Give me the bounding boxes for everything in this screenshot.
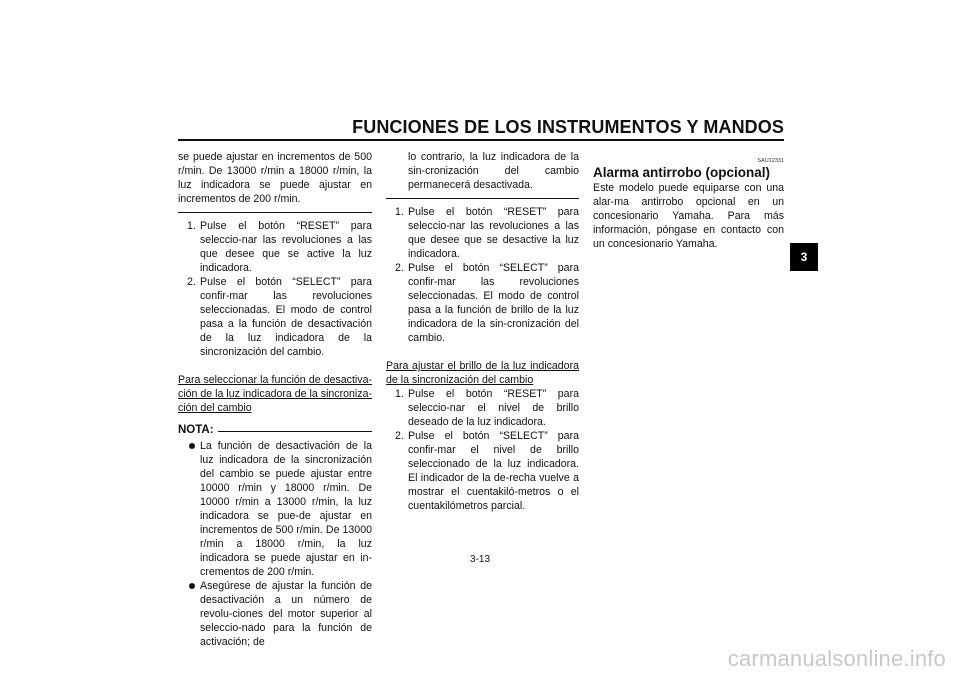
step-number: 2.: [395, 262, 404, 274]
list-item: [386, 205, 579, 261]
page-header-title: FUNCIONES DE LOS INSTRUMENTOS Y MANDOS: [352, 117, 784, 137]
divider-rule: [178, 212, 372, 213]
section-code: SAU12331: [757, 158, 784, 164]
step-text: Pulse el botón “RESET” para seleccio-nar las revoluciones a las que desee que se active la luz indicadora.: [200, 220, 372, 274]
list-item: [386, 261, 579, 345]
list-item: [386, 429, 579, 513]
step-text: Pulse el botón “RESET” para seleccio-nar el nivel de brillo deseado de la luz indicadora.: [408, 388, 579, 428]
chapter-tab: 3: [790, 243, 818, 271]
watermark-text: carmanualsonline.info: [727, 646, 946, 671]
deactivation-steps: [386, 205, 579, 345]
bullet-icon: [189, 443, 195, 449]
step-text: Pulse el botón “SELECT” para confir-mar las revoluciones seleccionadas. El modo de control pasa a la función de desactivación de la luz indicadora de la sincronización del cambio.: [200, 276, 372, 358]
list-item: [178, 579, 372, 649]
nota-rule: [218, 431, 372, 432]
list-item: [178, 219, 372, 275]
nota-header: [178, 423, 372, 437]
activation-steps: [178, 219, 372, 359]
header-rule: [178, 139, 784, 141]
page-number: 3-13: [469, 554, 490, 565]
list-item: [178, 275, 372, 359]
step-text: Pulse el botón “RESET” para seleccio-nar las revoluciones a las que desee que se desactive la luz indicadora.: [408, 206, 579, 260]
intro-paragraph: se puede ajustar en incrementos de 500 r/min. De 13000 r/min a 18000 r/min, la luz indicadora se puede ajustar en incrementos de 200 r/min.: [178, 151, 372, 205]
brightness-subheading: Para ajustar el brillo de la luz indicadora de la sincronización del cambio: [386, 360, 579, 386]
brightness-steps: [386, 387, 579, 513]
step-number: 2.: [187, 276, 196, 288]
step-number: 1.: [395, 206, 404, 218]
continuation-paragraph: lo contrario, la luz indicadora de la sin-cronización del cambio permanecerá desactivada.: [408, 151, 579, 191]
nota-label: NOTA:: [178, 424, 214, 436]
column-1: [178, 150, 372, 649]
list-item: [386, 387, 579, 429]
column-2: [386, 150, 579, 513]
divider-rule: [386, 198, 579, 199]
section-body: Este modelo puede equiparse con una alar-ma antirrobo opcional en un concesionario Yamaha. Para más información, póngase en contacto con un concesionario Yamaha.: [593, 182, 784, 250]
bullet-text: Asegúrese de ajustar la función de desactivación a un número de revolu-ciones del motor superior al seleccio-nado para la función de activación; de: [200, 580, 372, 648]
step-text: Pulse el botón “SELECT” para confir-mar las revoluciones seleccionadas. El modo de control pasa a la función de brillo de la luz indicadora de la sin-cronización del cambio.: [408, 262, 579, 344]
bullet-text: La función de desactivación de la luz indicadora de la sincronización del cambio se puede ajustar entre 10000 r/min y 18000 r/min. De 10000 r/min a 13000 r/min, la luz indicadora se pue-de ajustar en incrementos de 500 r/min. De 13000 r/min a 18000 r/min, la luz indicadora se puede ajustar en in-crementos de 200 r/min.: [200, 440, 372, 578]
nota-bullets: [178, 439, 372, 649]
step-text: Pulse el botón “SELECT” para confir-mar el nivel de brillo seleccionado de la luz indicadora. El indicador de la de-recha vuelve a mostrar el cuentakiló-metros o el cuentakilómetros parcial.: [408, 430, 579, 512]
list-item: [178, 439, 372, 579]
deactivation-subheading: Para seleccionar la función de desactiva-ción de la luz indicadora de la sincroniza-ción del cambio: [178, 374, 372, 414]
bullet-icon: [189, 583, 195, 589]
step-number: 1.: [395, 388, 404, 400]
column-3: [593, 150, 784, 251]
section-title: Alarma antirrobo (opcional): [593, 165, 771, 180]
step-number: 1.: [187, 220, 196, 232]
step-number: 2.: [395, 430, 404, 442]
